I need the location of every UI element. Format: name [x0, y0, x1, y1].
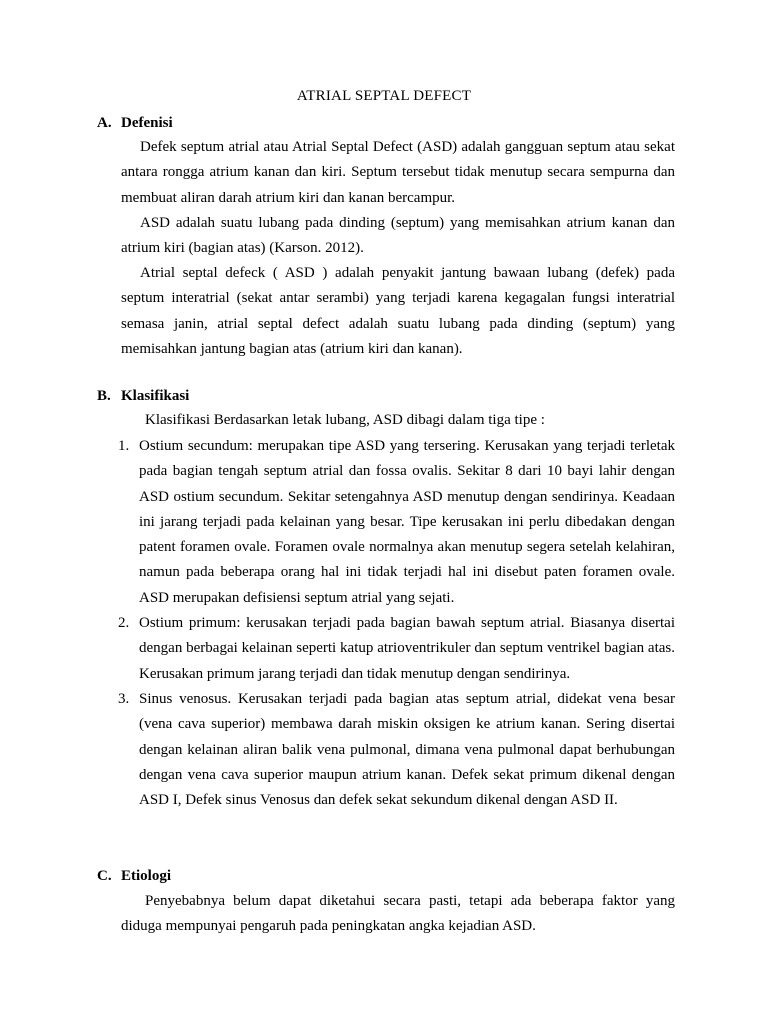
- paragraph-etiologi-1: Penyebabnya belum dapat diketahui secara pasti, tetapi ada beberapa faktor yang diduga mempunyai pengaruh pada peningkatan angka kejadian ASD.: [121, 893, 675, 935]
- list-item-number: 2.: [118, 615, 130, 632]
- document-title: ATRIAL SEPTAL DEFECT: [296, 88, 472, 104]
- list-item: [97, 687, 675, 813]
- list-item: [97, 434, 675, 611]
- list-item-number: 3.: [118, 690, 130, 707]
- section-heading-defenisi: [97, 115, 173, 132]
- section-letter: C.: [97, 868, 112, 884]
- list-item-text: Ostium primum: kerusakan terjadi pada bagian bawah septum atrial. Biasanya disertai dengan berbagai kelainan seperti katup atrioventrikuler dan septum ventrikel bagian atas. Kerusakan primum jarang terjadi dan tidak menutup dengan sendirinya.: [139, 615, 675, 682]
- section-heading-klasifikasi: [97, 388, 189, 405]
- paragraph-defenisi-2: ASD adalah suatu lubang pada dinding (septum) yang memisahkan atrium kanan dan atrium kiri (bagian atas) (Karson. 2012).: [121, 215, 675, 257]
- list-item-text: Ostium secundum: merupakan tipe ASD yang tersering. Kerusakan yang terjadi terletak pada bagian tengah septum atrial dan fossa ovalis. Sekitar 8 dari 10 bayi lahir dengan ASD ostium secundum. Sekitar setengahnya ASD menutup dengan sendirinya. Keadaan ini jarang terjadi pada kelainan yang besar. Tipe kerusakan ini perlu dibedakan dengan patent foramen ovale. Foramen ovale normalnya akan menutup segera setelah kelahiran, namun pada beberapa orang hal ini tidak terjadi hal ini disebut paten foramen ovale. ASD merupakan defisiensi septum atrial yang sejati.: [139, 438, 675, 606]
- section-title: Etiologi: [121, 868, 172, 884]
- section-title: Defenisi: [121, 115, 173, 131]
- section-letter: A.: [97, 115, 112, 131]
- section-heading-etiologi: [97, 868, 171, 885]
- section-letter: B.: [97, 388, 111, 404]
- list-item-text: Sinus venosus. Kerusakan terjadi pada bagian atas septum atrial, didekat vena besar (vena cava superior) membawa darah miskin oksigen ke atrium kanan. Sering disertai dengan kelainan aliran balik vena pulmonal, dimana vena pulmonal dapat berhubungan dengan vena cava superior maupun atrium kanan. Defek sekat primum dikenal dengan ASD I, Defek sinus Venosus dan defek sekat sekundum dikenal dengan ASD II.: [139, 690, 675, 809]
- paragraph-klasifikasi-intro: Klasifikasi Berdasarkan letak lubang, ASD dibagi dalam tiga tipe :: [145, 412, 545, 428]
- paragraph-defenisi-1: Defek septum atrial atau Atrial Septal Defect (ASD) adalah gangguan septum atau sekat antara rongga atrium kanan dan kiri. Septum tersebut tidak menutup secara sempurna dan membuat aliran darah atrium kiri dan kanan bercampur.: [121, 139, 675, 206]
- section-title: Klasifikasi: [121, 388, 190, 404]
- paragraph-defenisi-3: Atrial septal defeck ( ASD ) adalah penyakit jantung bawaan lubang (defek) pada septum interatrial (sekat antar serambi) yang terjadi karena kegagalan fungsi interatrial semasa janin, atrial septal defect adalah suatu lubang pada dinding (septum) yang memisahkan jantung bagian atas (atrium kiri dan kanan).: [121, 265, 675, 357]
- list-item: [97, 611, 675, 687]
- list-item-number: 1.: [118, 438, 130, 454]
- klasifikasi-list: [97, 434, 675, 813]
